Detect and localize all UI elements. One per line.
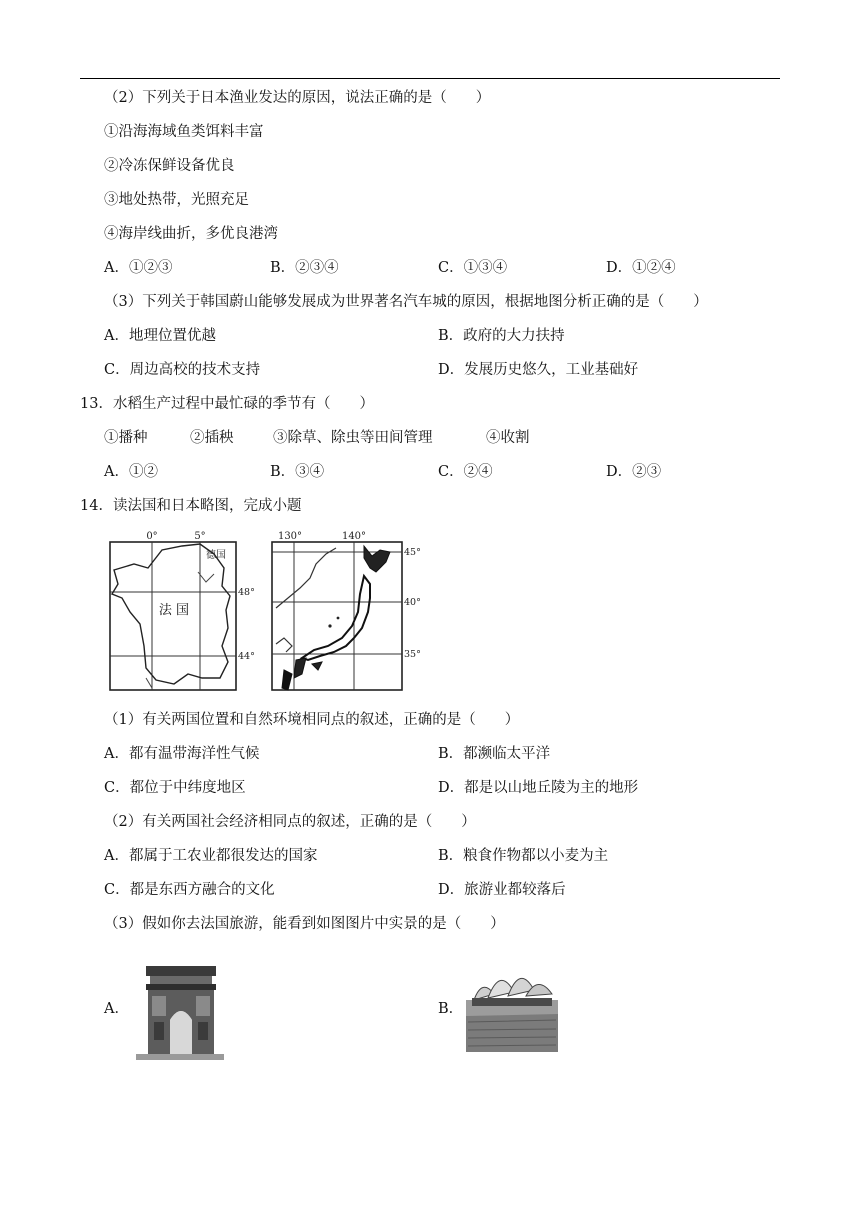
- q14-3-option-a[interactable]: A．: [104, 1001, 129, 1017]
- japan-lat-35: 35°: [404, 649, 421, 660]
- france-neighbor-label: 德国: [206, 550, 226, 561]
- japan-map: [266, 528, 421, 694]
- q13-item-2: ②插秧: [190, 430, 234, 446]
- q14-3-option-b[interactable]: B．: [438, 1001, 464, 1017]
- q14-1-option-d[interactable]: D．都是以山地丘陵为主的地形: [438, 780, 639, 796]
- q13-stem: 13．水稻生产过程中最忙碌的季节有（ ）: [80, 396, 374, 412]
- q14-1-option-b[interactable]: B．都濒临太平洋: [438, 746, 551, 762]
- q14-3-stem: （3）假如你去法国旅游，能看到如图图片中实景的是（ ）: [104, 916, 505, 932]
- q13-option-b[interactable]: B．③④: [270, 464, 325, 480]
- q12-3-stem: （3）下列关于韩国蔚山能够发展成为世界著名汽车城的原因，根据地图分析正确的是（ ）: [104, 294, 708, 310]
- japan-lat-45: 45°: [404, 547, 421, 558]
- q14-2-option-d[interactable]: D．旅游业都较落后: [438, 882, 566, 898]
- japan-lon-130: 130°: [277, 531, 303, 542]
- q12-3-option-d[interactable]: D．发展历史悠久，工业基础好: [438, 362, 639, 378]
- france-map: [104, 528, 255, 694]
- q13-item-3: ③除草、除虫等田间管理: [273, 430, 433, 446]
- q13-item-4: ④收割: [486, 430, 530, 446]
- q14-2-option-c[interactable]: C．都是东西方融合的文化: [104, 882, 275, 898]
- q12-2-option-b[interactable]: B．②③④: [270, 260, 339, 276]
- q12-2-item-4: ④海岸线曲折，多优良港湾: [104, 226, 278, 242]
- q14-2-option-b[interactable]: B．粮食作物都以小麦为主: [438, 848, 609, 864]
- q12-2-option-d[interactable]: D．①②④: [606, 260, 676, 276]
- header-rule: [80, 78, 780, 79]
- q12-2-stem: （2）下列关于日本渔业发达的原因，说法正确的是（ ）: [104, 90, 491, 106]
- q14-1-stem: （1）有关两国位置和自然环境相同点的叙述，正确的是（ ）: [104, 712, 520, 728]
- q14-1-option-a[interactable]: A．都有温带海洋性气候: [104, 746, 260, 762]
- q12-2-item-3: ③地处热带，光照充足: [104, 192, 249, 208]
- q12-3-option-c[interactable]: C．周边高校的技术支持: [104, 362, 261, 378]
- japan-lat-40: 40°: [404, 597, 421, 608]
- arc-de-triomphe-image[interactable]: [132, 962, 228, 1062]
- q12-3-option-b[interactable]: B．政府的大力扶持: [438, 328, 565, 344]
- q14-stem: 14．读法国和日本略图，完成小题: [80, 498, 302, 514]
- q14-1-option-c[interactable]: C．都位于中纬度地区: [104, 780, 246, 796]
- france-country-label: 法 国: [158, 603, 190, 618]
- q13-option-c[interactable]: C．②④: [438, 464, 493, 480]
- q13-item-1: ①播种: [104, 430, 148, 446]
- france-lon-5: 5°: [194, 531, 206, 542]
- france-lat-48: 48°: [238, 587, 255, 598]
- q13-option-d[interactable]: D．②③: [606, 464, 662, 480]
- sydney-opera-house-image[interactable]: [464, 960, 560, 1054]
- q14-2-option-a[interactable]: A．都属于工农业都很发达的国家: [104, 848, 318, 864]
- q12-3-option-a[interactable]: A．地理位置优越: [104, 328, 216, 344]
- q12-2-option-c[interactable]: C．①③④: [438, 260, 508, 276]
- france-lat-44: 44°: [238, 651, 255, 662]
- q12-2-item-1: ①沿海海域鱼类饵料丰富: [104, 124, 264, 140]
- q12-2-item-2: ②冷冻保鲜设备优良: [104, 158, 235, 174]
- q14-2-stem: （2）有关两国社会经济相同点的叙述，正确的是（ ）: [104, 814, 476, 830]
- japan-lon-140: 140°: [341, 531, 367, 542]
- france-lon-0: 0°: [146, 531, 158, 542]
- q13-option-a[interactable]: A．①②: [104, 464, 158, 480]
- q12-2-option-a[interactable]: A．①②③: [104, 260, 173, 276]
